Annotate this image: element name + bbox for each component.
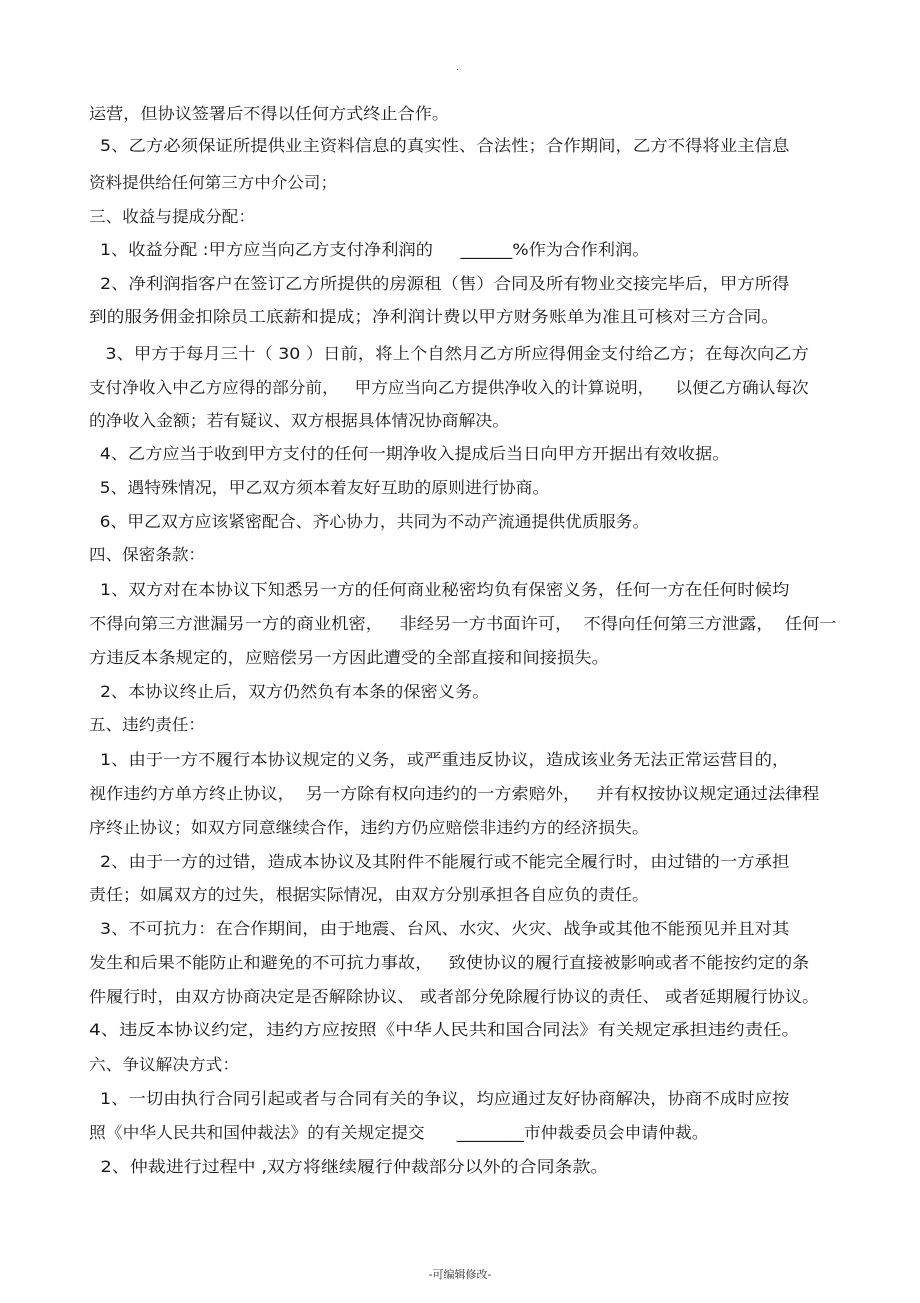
page-footer: -可编辑修改- <box>428 1268 492 1281</box>
text-line: 2、本协议终止后，双方仍然负有本条的保密义务。 <box>89 682 490 701</box>
text-line: 件履行时，由双方协商决定是否解除协议、 或者部分免除履行协议的责任、 或者延期履行协议。 <box>89 987 820 1006</box>
text-line: 运营，但协议签署后不得以任何方式终止合作。 <box>89 104 450 123</box>
text-line: 四、保密条款： <box>89 545 206 564</box>
text-line: 方违反本条规定的，应赔偿另一方因此遭受的全部直接和间接损失。 <box>89 648 610 667</box>
text-line: 视作违约方单方终止协议， 另一方除有权向违约的一方索赔外， 并有权按协议规定通过法律程 <box>89 784 820 803</box>
text-line: 责任；如属双方的过失，根据实际情况，由双方分别承担各自应负的责任。 <box>89 885 650 904</box>
text-line: 5、遇特殊情况，甲乙双方须本着友好互助的原则进行协商。 <box>89 478 550 497</box>
text-line: 序终止协议；如双方同意继续合作，违约方仍应赔偿非违约方的经济损失。 <box>89 818 650 837</box>
text-line: 3、甲方于每月三十（ 30 ）日前，将上个自然月乙方所应得佣金支付给乙方；在每次向乙方 <box>89 344 809 363</box>
text-line: 3、不可抗力：在合作期间，由于地震、台风、水灾、火灾、战争或其他不能预见并且对其 <box>89 919 790 938</box>
text-line: 到的服务佣金扣除员工底薪和提成；净利润计费以甲方财务账单为准且可核对三方合同。 <box>89 307 780 326</box>
header-dot: . <box>456 62 460 73</box>
text-line: 发生和后果不能防止和避免的不可抗力事故， 致使协议的履行直接被影响或者不能按约定的条 <box>89 953 810 972</box>
text-line: 1、由于一方不履行本协议规定的义务，或严重违反协议，造成该业务无法正常运营目的， <box>89 750 790 769</box>
text-line: 2、仲裁进行过程中 ,双方将继续履行仲裁部分以外的合同条款。 <box>89 1157 609 1176</box>
text-line: 不得向第三方泄漏另一方的商业机密， 非经另一方书面许可， 不得向任何第三方泄露， 任何一 <box>89 614 837 633</box>
text-line: 5、乙方必须保证所提供业主资料信息的真实性、合法性；合作期间，乙方不得将业主信息 <box>89 136 790 155</box>
text-line: 2、净利润指客户在签订乙方所提供的房源租（售）合同及所有物业交接完毕后，甲方所得 <box>89 274 790 293</box>
text-line: 三、收益与提成分配： <box>89 207 256 226</box>
text-line: 资料提供给任何第三方中介公司； <box>89 173 338 192</box>
text-line: 五、违约责任： <box>89 715 206 734</box>
text-line: 2、由于一方的过错，造成本协议及其附件不能履行或不能完全履行时，由过错的一方承担 <box>89 852 790 871</box>
text-line: 6、甲乙双方应该紧密配合、齐心协力，共同为不动产流通提供优质服务。 <box>89 512 650 531</box>
text-line: 1、双方对在本协议下知悉另一方的任何商业秘密均负有保密义务，任何一方在任何时候均 <box>89 580 790 599</box>
text-line: 六、争议解决方式： <box>89 1055 240 1074</box>
text-line: 支付净收入中乙方应得的部分前， 甲方应当向乙方提供净收入的计算说明， 以便乙方确认每次 <box>89 378 809 397</box>
text-line: 4、违反本协议约定，违约方应按照《中华人民共和国合同法》有关规定承担违约责任。 <box>89 1020 800 1039</box>
text-line: 照《中华人民共和国仲裁法》的有关规定提交 ________市仲裁委员会申请仲裁。 <box>89 1123 709 1142</box>
text-line: 1、收益分配 :甲方应当向乙方支付净利润的 ______%作为合作利润。 <box>89 240 650 259</box>
text-line: 4、乙方应当于收到甲方支付的任何一期净收入提成后当日向甲方开据出有效收据。 <box>89 444 730 463</box>
text-line: 的净收入金额；若有疑议、双方根据具体情况协商解决。 <box>89 411 510 430</box>
text-line: 1、一切由执行合同引起或者与合同有关的争议，均应通过友好协商解决，协商不成时应按 <box>89 1089 790 1108</box>
